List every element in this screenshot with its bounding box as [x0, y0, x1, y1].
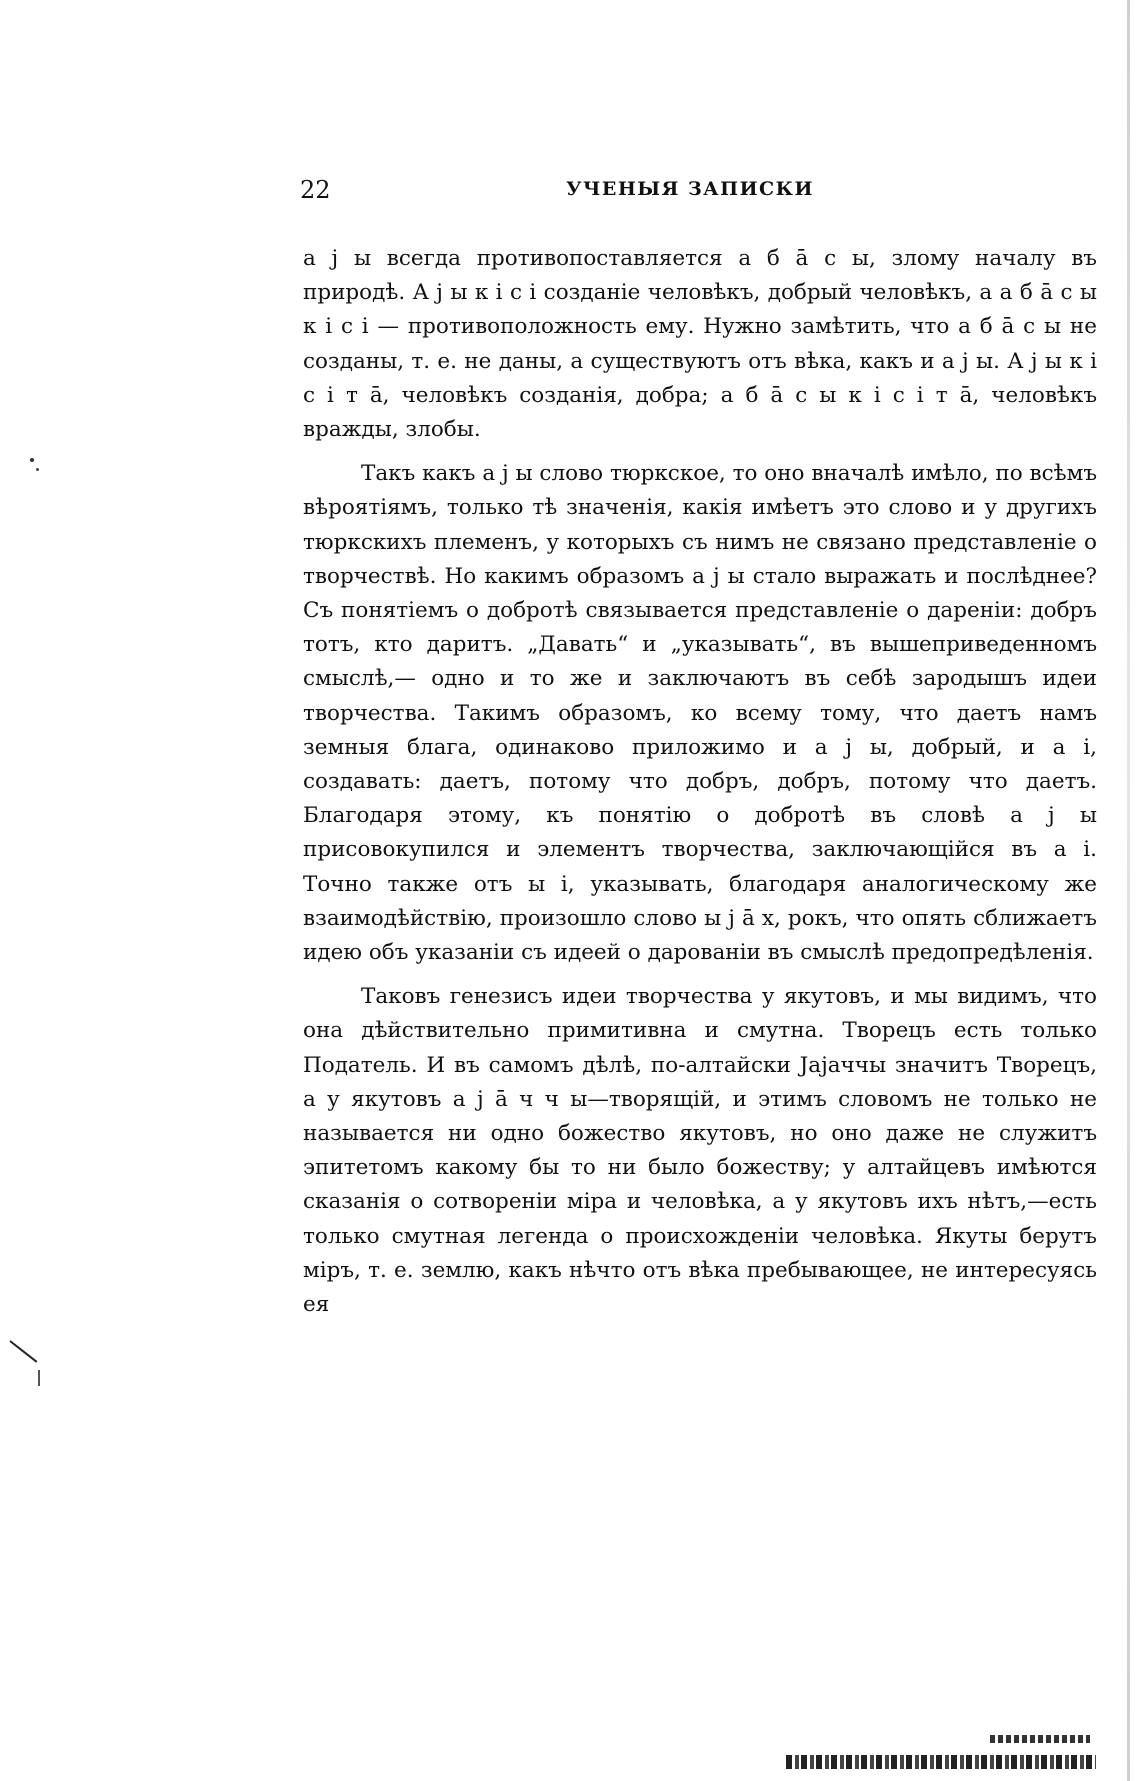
- scan-smudge: [786, 1755, 1096, 1769]
- running-title: УЧЕНЫЯ ЗАПИСКИ: [566, 178, 814, 200]
- paragraph-1: а j ы всегда противопоставляется а б ā с ы, злому началу въ природѣ. А j ы к і с і созданіе человѣкъ, добрый человѣкъ, а а б ā с ы к і с і — противоположность ему. Нужно замѣтить, что а б ā с ы не созданы, т. е. не даны, а существуютъ отъ вѣка, какъ и а j ы. А j ы к і с і т ā, человѣкъ созданія, добра; а б ā с ы к і с і т ā, человѣкъ вражды, злобы.: [303, 246, 1097, 443]
- paragraph-2: Такъ какъ а j ы слово тюркское, то оно вначалѣ имѣло, по всѣмъ вѣроятіямъ, только тѣ значенія, какія имѣетъ это слово и у другихъ тюркскихъ племенъ, у которыхъ съ нимъ не связано представленіе о творчествѣ. Но какимъ образомъ а j ы стало выражать и послѣднее? Съ понятіемъ о добротѣ связывается представленіе о дареніи: добръ тотъ, кто даритъ. „Давать“ и „указывать“, въ вышеприведенномъ смыслѣ,— одно и то же и заключаютъ въ себѣ зародышъ идеи творчества. Такимъ образомъ, ко всему тому, что даетъ намъ земныя блага, одинаково приложимо и а j ы, добрый, и а і, создавать: даетъ, потому что добръ, добръ, потому что даетъ. Благодаря этому, къ понятію о добротѣ въ словѣ а j ы присовокупился и элементъ творчества, заключающійся въ а і. Точно также отъ ы і, указывать, благодаря аналогическому же взаимодѣйствію, произошло слово ы j ā х, рокъ, что опять сближаетъ идею объ указаніи съ идеей о дарованіи въ смыслѣ предопредѣленія.: [303, 461, 1097, 966]
- page-edge-shadow: [1127, 0, 1130, 1781]
- scan-speck: [30, 458, 34, 462]
- scan-mark-tick: [38, 1370, 40, 1386]
- body-text: [303, 242, 1097, 1332]
- scan-speck: [36, 468, 39, 471]
- scan-mark-slash: [9, 1340, 37, 1363]
- page-number: 22: [300, 176, 331, 204]
- page-header: [300, 176, 1080, 212]
- paragraph-3: Таковъ генезисъ идеи творчества у якутовъ, и мы видимъ, что она дѣйствительно примитивна и смутна. Творецъ есть только Податель. И въ самомъ дѣлѣ, по-алтайски Јајаччы значитъ Творецъ, а у якутовъ а j ā ч ч ы—творящій, и этимъ словомъ не только не называется ни одно божество якутовъ, но оно даже не служитъ эпитетомъ какому бы то ни было божеству; у алтайцевъ имѣются сказанія о сотвореніи міра и человѣка, а у якутовъ ихъ нѣтъ,—есть только смутная легенда о происхожденіи человѣка. Якуты берутъ міръ, т. е. землю, какъ нѣчто отъ вѣка пребывающее, не интересуясь ея: [303, 984, 1097, 1318]
- scan-smudge: [990, 1735, 1090, 1743]
